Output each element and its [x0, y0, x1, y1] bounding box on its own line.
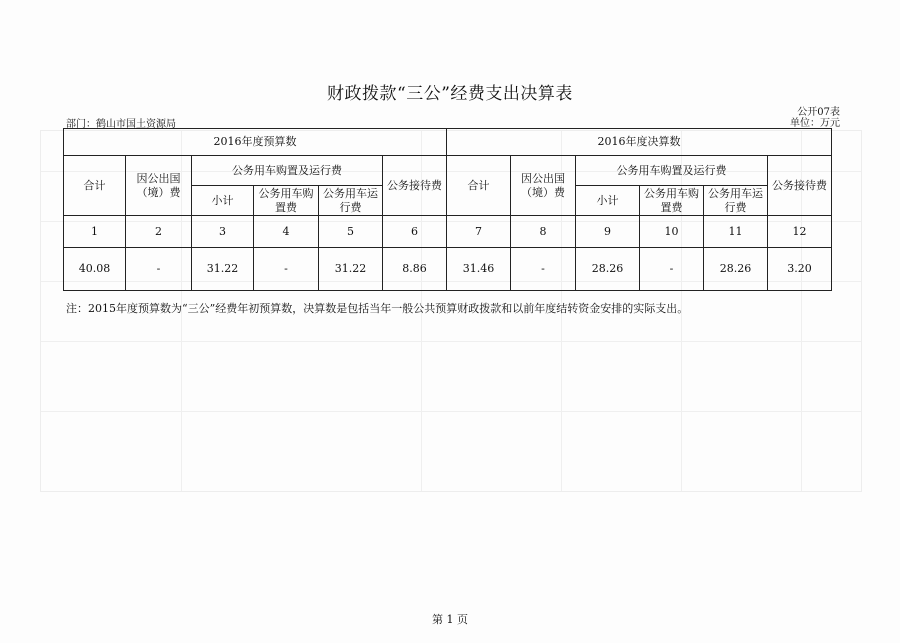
expenditure-table [63, 128, 832, 291]
index-cell: 10 [640, 216, 704, 248]
budget-vehicle-purchase-header: 公务用车购置费 [254, 186, 319, 216]
index-cell: 11 [704, 216, 768, 248]
budget-vehicle-operation-header: 公务用车运行费 [319, 186, 383, 216]
department-label: 部门：鹤山市国土资源局 [66, 119, 176, 130]
final-total-value: 31.46 [447, 248, 511, 291]
budget-vehicle-purchase-value: - [254, 248, 319, 291]
budget-total-header: 合计 [64, 156, 126, 216]
index-cell: 6 [383, 216, 447, 248]
index-cell: 12 [768, 216, 832, 248]
page-number: 第 1 页 [432, 613, 468, 626]
final-subtotal-header: 小计 [576, 186, 640, 216]
index-row [64, 216, 832, 248]
budget-abroad-value: - [126, 248, 192, 291]
final-reception-header: 公务接待费 [768, 156, 832, 216]
final-group-header: 2016年度决算数 [447, 129, 832, 156]
unit-label: 单位：万元 [790, 118, 840, 129]
index-cell: 8 [511, 216, 576, 248]
form-number: 公开07表 [797, 107, 840, 118]
budget-reception-value: 8.86 [383, 248, 447, 291]
group-header-row [64, 129, 832, 156]
final-vehicle-group-header: 公务用车购置及运行费 [576, 156, 768, 186]
value-row [64, 248, 832, 291]
index-cell: 3 [192, 216, 254, 248]
index-cell: 9 [576, 216, 640, 248]
budget-abroad-header: 因公出国（境）费 [126, 156, 192, 216]
index-cell: 5 [319, 216, 383, 248]
budget-subtotal-value: 31.22 [192, 248, 254, 291]
index-cell: 1 [64, 216, 126, 248]
final-subtotal-value: 28.26 [576, 248, 640, 291]
final-vehicle-purchase-header: 公务用车购置费 [640, 186, 704, 216]
table-note: 注：2015年度预算数为“三公”经费年初预算数，决算数是包括当年一般公共预算财政拨款和以前年度结转资金安排的实际支出。 [66, 302, 689, 315]
final-vehicle-operation-value: 28.26 [704, 248, 768, 291]
final-abroad-header: 因公出国（境）费 [511, 156, 576, 216]
budget-subtotal-header: 小计 [192, 186, 254, 216]
index-cell: 2 [126, 216, 192, 248]
budget-total-value: 40.08 [64, 248, 126, 291]
budget-reception-header: 公务接待费 [383, 156, 447, 216]
budget-vehicle-group-header: 公务用车购置及运行费 [192, 156, 383, 186]
final-abroad-value: - [511, 248, 576, 291]
final-reception-value: 3.20 [768, 248, 832, 291]
budget-vehicle-operation-value: 31.22 [319, 248, 383, 291]
index-cell: 4 [254, 216, 319, 248]
budget-group-header: 2016年度预算数 [64, 129, 447, 156]
final-total-header: 合计 [447, 156, 511, 216]
column-header-row [64, 156, 832, 186]
page-title: 财政拨款“三公”经费支出决算表 [327, 84, 573, 104]
final-vehicle-purchase-value: - [640, 248, 704, 291]
index-cell: 7 [447, 216, 511, 248]
final-vehicle-operation-header: 公务用车运行费 [704, 186, 768, 216]
